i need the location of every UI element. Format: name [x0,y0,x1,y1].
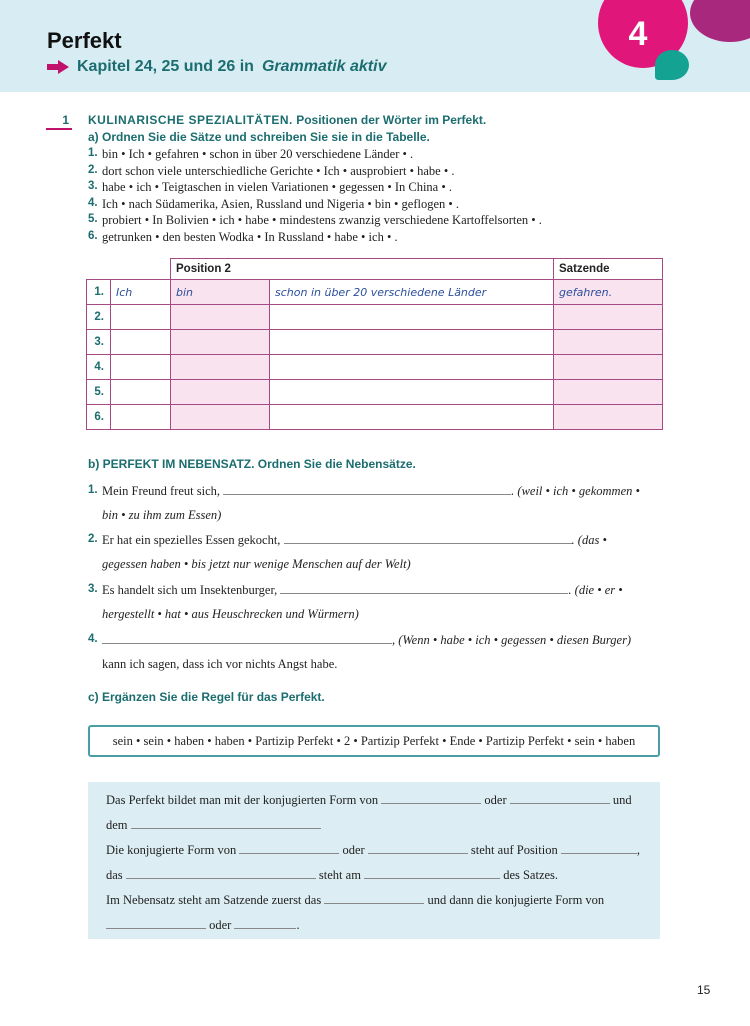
handwritten-answer: schon in über 20 verschiedene Länder [275,285,487,299]
item-number: 3. [88,583,98,595]
table-cell[interactable] [171,355,270,380]
rule-text: das [106,868,123,882]
sentence-lead: Es handelt sich um Insektenburger, [102,583,278,597]
exercise-number-underline [46,128,72,130]
handwritten-answer: gefahren. [559,285,613,299]
rule-text: Im Nebensatz steht am Satzende zuerst das [106,893,322,907]
answer-blank[interactable] [102,632,392,644]
item-number: 2. [88,163,98,176]
answer-blank[interactable] [239,842,339,854]
list-item [88,230,688,247]
table-cell[interactable] [270,330,554,355]
row-number: 2. [87,305,111,330]
exercise-title-rest: Positionen der Wörter im Perfekt. [296,113,487,127]
item-text: getrunken • den besten Wodka • In Russland • habe • ich • . [102,229,398,244]
table-cell[interactable] [554,355,663,380]
table-cell[interactable] [270,305,554,330]
item-number: 6. [88,229,98,242]
exercise-number: 1 [62,113,69,127]
table-row [87,355,663,380]
exercise-b-line [102,632,631,648]
rule-text: Die konjugierte Form von [106,843,237,857]
table-row [87,330,663,355]
sentence-continued: kann ich sagen, dass ich vor nichts Angst habe. [102,657,338,671]
page-number: 15 [697,983,711,997]
table-cell[interactable] [111,280,171,305]
task-b-instruction: b) PERFEKT IM NEBENSATZ. Ordnen Sie die Nebensätze. [88,457,416,471]
table-header-row [87,259,663,280]
rule-text: Das Perfekt bildet man mit der konjugierten Form von [106,793,379,807]
answer-blank[interactable] [324,892,424,904]
list-item [88,164,688,181]
item-number: 3. [88,180,98,193]
answer-blank[interactable] [280,582,568,594]
table-cell[interactable] [270,380,554,405]
rule-box [88,782,660,939]
rule-text: oder [342,843,365,857]
column-header-satzende: Satzende [554,259,663,280]
answer-blank[interactable] [381,792,481,804]
list-item [88,213,688,230]
row-number: 1. [87,280,111,305]
row-number: 5. [87,380,111,405]
table-row [87,280,663,305]
subtitle-text: Kapitel 24, 25 und 26 in [77,58,254,75]
item-number: 5. [88,213,98,226]
answer-blank[interactable] [131,817,321,829]
decor-blob-teal [655,50,689,80]
table-row [87,380,663,405]
rule-line [106,892,604,908]
word-bank-text: sein • sein • haben • haben • Partizip Perfekt • 2 • Partizip Perfekt • Ende • Partizip Perfekt • sein • haben [112,733,636,748]
table-cell[interactable] [554,330,663,355]
chapter-number: 4 [628,15,648,53]
table-cell[interactable] [554,305,663,330]
rule-text: oder [484,793,507,807]
task-a-instruction: a) Ordnen Sie die Sätze und schreiben Sie sie in die Tabelle. [88,130,430,144]
word-hint-continued: bin • zu ihm zum Essen) [102,508,222,522]
list-item [88,197,688,214]
arrow-right-icon [47,60,69,74]
item-number: 2. [88,533,98,545]
rule-text: dem [106,818,128,832]
rule-text: und [612,793,632,807]
table-cell[interactable] [270,405,554,430]
word-hint: . (weil • ich • gekommen • [511,484,640,498]
item-text: habe • ich • Teigtaschen in vielen Variationen • gegessen • In China • . [102,180,452,195]
answer-blank[interactable] [561,842,637,854]
item-number: 4. [88,633,98,645]
word-hint: . (die • er • [568,583,623,597]
table-cell[interactable] [111,330,171,355]
word-bank [88,725,660,757]
table-cell[interactable] [111,355,171,380]
table-row [87,305,663,330]
rule-line [106,867,558,883]
rule-text: des Satzes. [503,868,559,882]
table-cell[interactable] [270,280,554,305]
word-hint-continued: gegessen haben • bis jetzt nur wenige Menschen auf der Welt) [102,557,411,571]
word-hint: , (Wenn • habe • ich • gegessen • diesen Burger) [392,633,632,647]
rule-line [106,817,321,833]
table-cell[interactable] [111,405,171,430]
exercise-b-line [102,582,623,598]
subtitle-book: Grammatik aktiv [261,58,387,75]
exercise-title [88,113,486,127]
item-text: Ich • nach Südamerika, Asien, Russland und Nigeria • bin • geflogen • . [102,196,460,211]
page-subtitle [47,58,386,76]
sentence-lead: Mein Freund freut sich, [102,484,221,498]
sentence-list [88,147,688,247]
row-number: 4. [87,355,111,380]
rule-text: steht auf Position [470,843,558,857]
table-cell[interactable] [171,380,270,405]
rule-line [106,842,640,858]
handwritten-answer: Ich [116,285,133,299]
item-number: 1. [88,484,98,496]
answer-blank[interactable] [234,917,296,929]
table-cell[interactable] [554,405,663,430]
page-title: Perfekt [47,28,122,53]
rule-line [106,917,300,933]
item-text: dort schon viele unterschiedliche Gerichte • Ich • ausprobiert • habe • . [102,163,455,178]
word-hint-continued: hergestellt • hat • aus Heuschrecken und Würmern) [102,607,359,621]
table-cell[interactable] [111,305,171,330]
table-cell[interactable] [171,280,270,305]
answer-table [86,258,663,430]
column-header-position2: Position 2 [171,259,554,280]
table-cell[interactable] [554,380,663,405]
table-cell[interactable] [171,330,270,355]
row-number: 6. [87,405,111,430]
table-cell[interactable] [171,405,270,430]
rule-text: und dann die konjugierte Form von [427,893,605,907]
word-hint: . (das • [571,533,607,547]
exercise-b-line [102,532,607,548]
handwritten-answer: bin [176,285,194,299]
answer-blank[interactable] [126,867,316,879]
exercise-title-caps: KULINARISCHE SPEZIALITÄTEN. [88,113,293,127]
answer-blank[interactable] [510,792,610,804]
item-number: 1. [88,147,98,159]
answer-blank[interactable] [368,842,468,854]
sentence-lead: Er hat ein spezielles Essen gekocht, [102,533,281,547]
table-row [87,405,663,430]
answer-blank[interactable] [106,917,206,929]
answer-blank[interactable] [284,532,572,544]
rule-line [106,792,632,808]
item-number: 4. [88,196,98,209]
rule-text: steht am [318,868,361,882]
rule-text: , [636,843,640,857]
exercise-b-line [102,483,640,499]
task-c-instruction: c) Ergänzen Sie die Regel für das Perfekt. [88,690,325,704]
item-text: bin • Ich • gefahren • schon in über 20 verschiedene Länder • . [102,147,414,161]
answer-blank[interactable] [364,867,500,879]
row-number: 3. [87,330,111,355]
table-cell[interactable] [171,305,270,330]
table-cell[interactable] [270,355,554,380]
table-cell[interactable] [554,280,663,305]
rule-text: oder [209,918,232,932]
item-text: probiert • In Bolivien • ich • habe • mindestens zwanzig verschiedene Kartoffelsorten • . [102,213,542,228]
table-cell[interactable] [111,380,171,405]
list-item [88,147,688,164]
rule-text: . [296,918,300,932]
answer-blank[interactable] [223,483,511,495]
list-item [88,180,688,197]
